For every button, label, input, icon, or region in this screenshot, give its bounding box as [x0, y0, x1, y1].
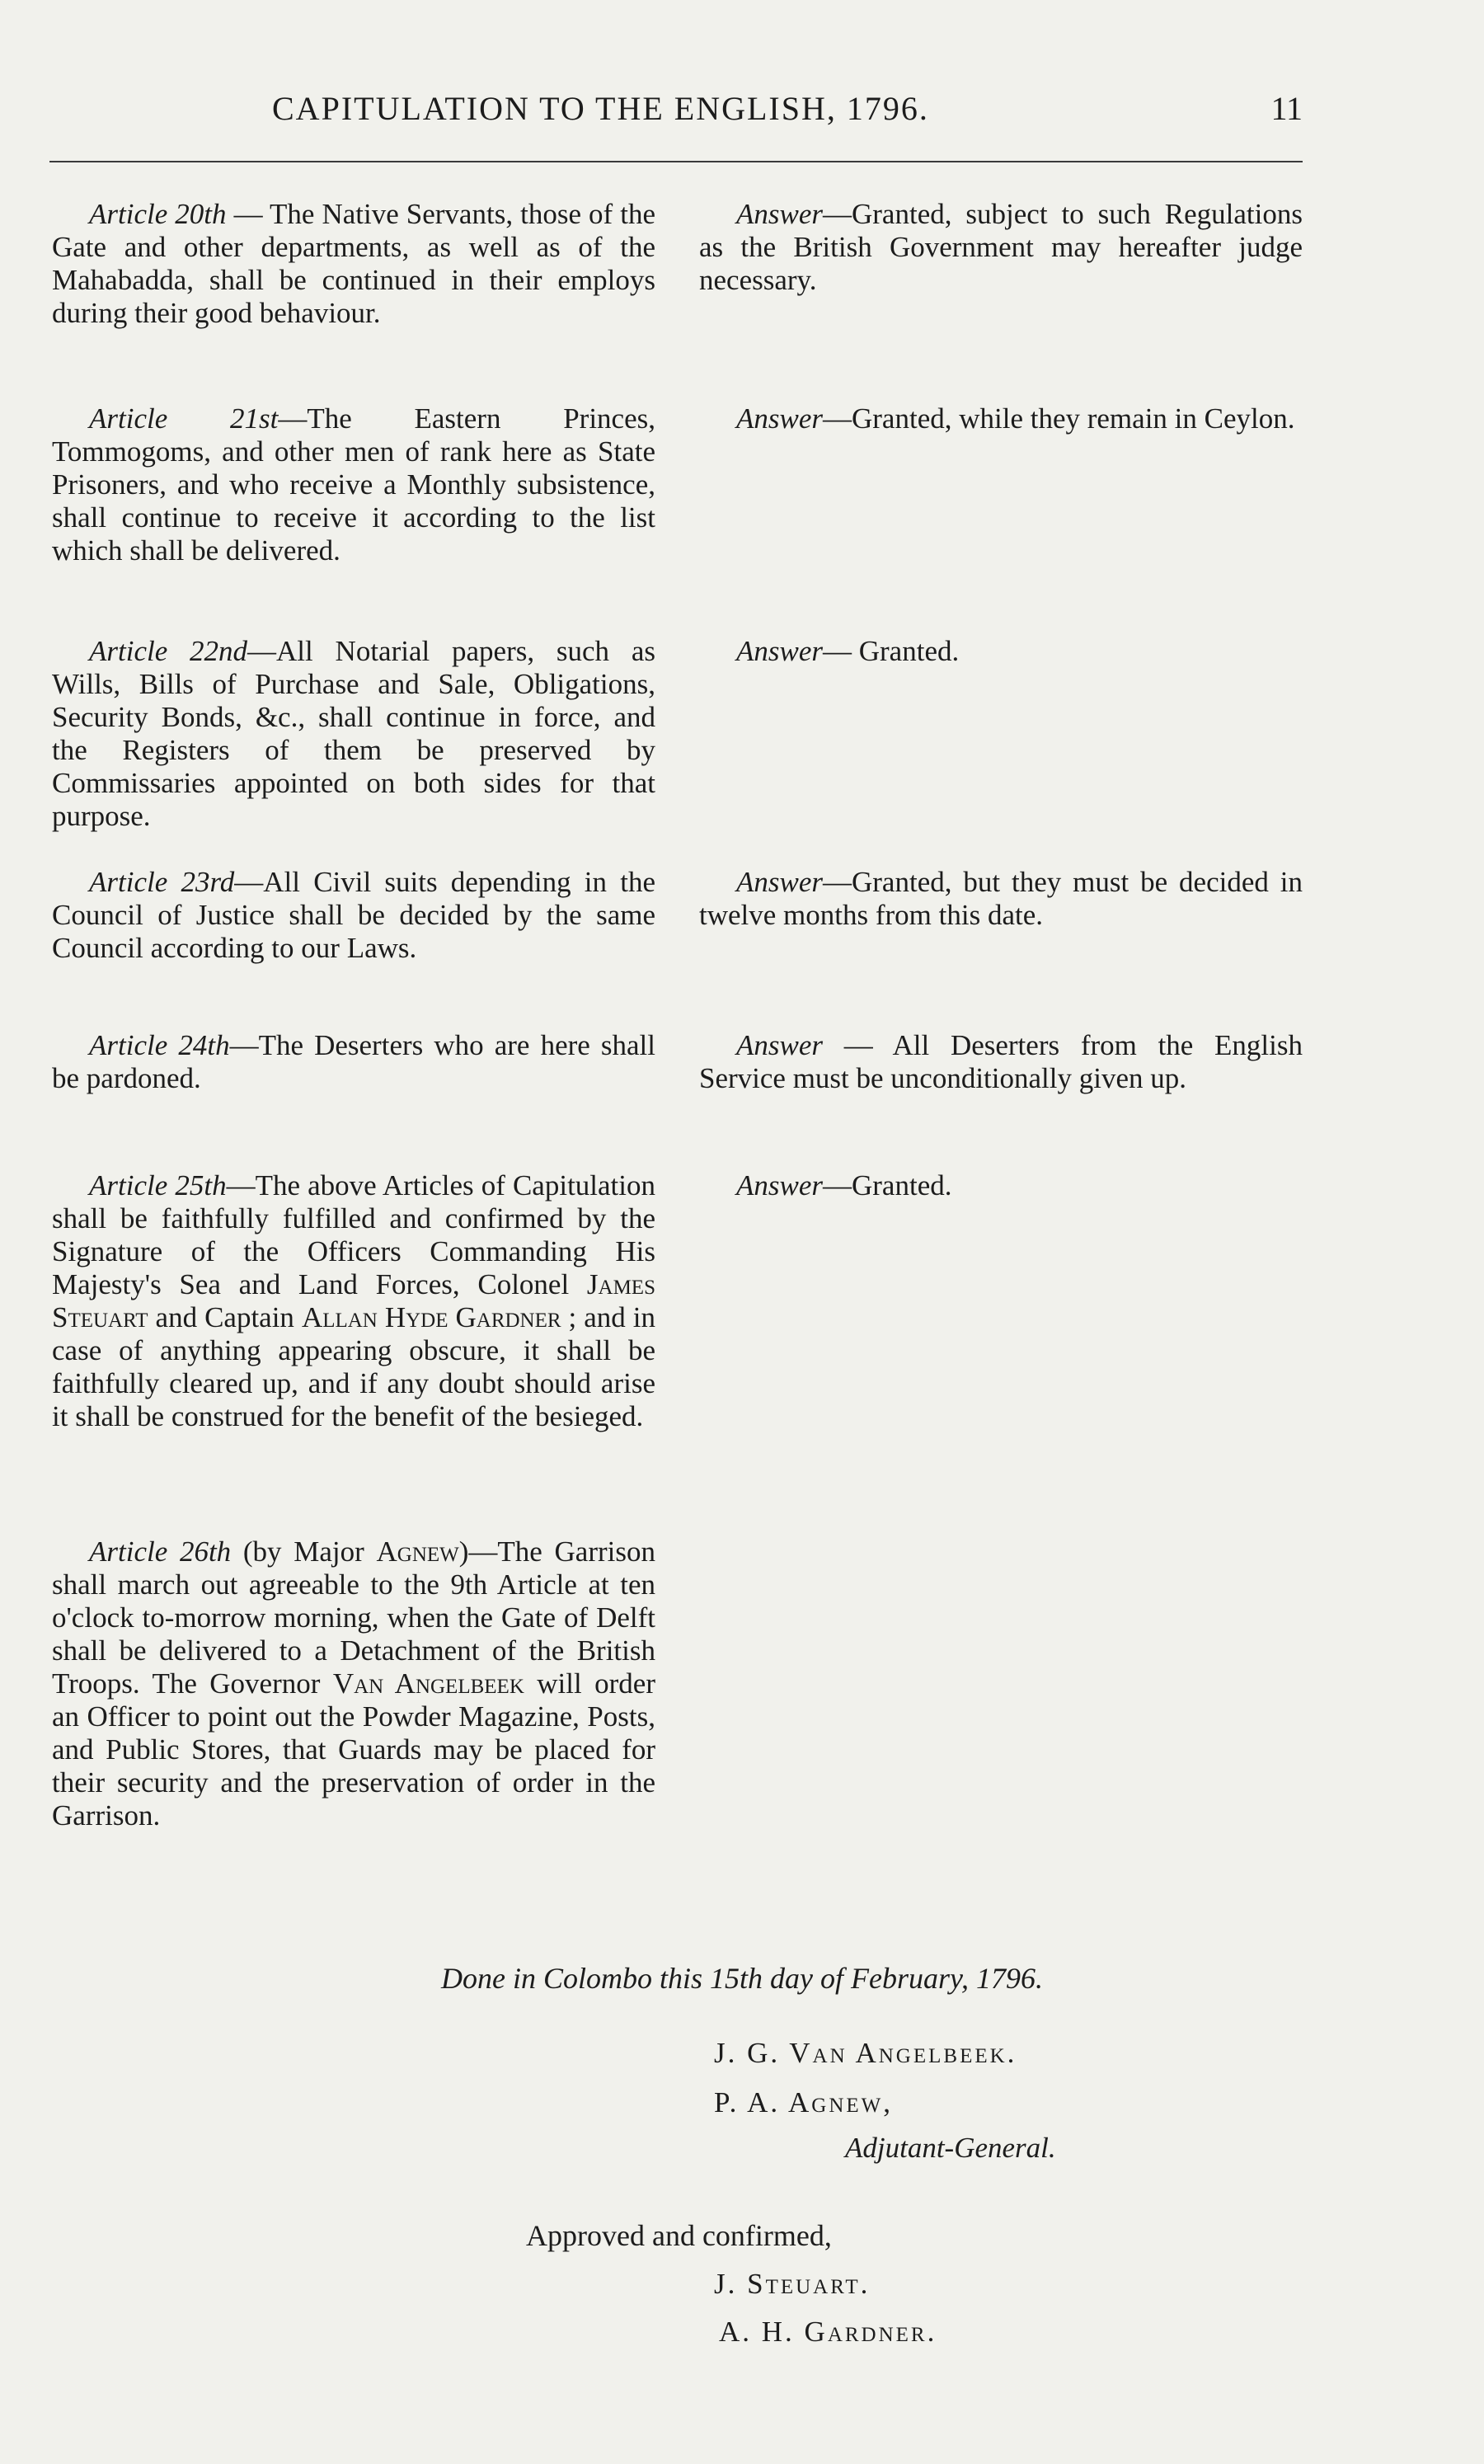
article-text: —All Notarial papers, such as Wills, Bills of Purchase and Sale, Obligations, Security Bonds, &c., shall continue in force, and the Registers of them be preserved by Commissaries appointed on both sides for that purpose. [52, 635, 655, 832]
article-text: will order an Officer to point out the Powder Magazine, Posts, and Public Stores, that Guards may be placed for their security and the preservation of order in the Garrison. [52, 1667, 655, 1832]
done-text: Done in Colombo this 15th day of February, 1796. [441, 1962, 1043, 1995]
answer-24 [699, 1029, 1303, 1095]
done-line [0, 1961, 1484, 1996]
article-label: Article 23rd [89, 866, 235, 898]
article-text: —The Eastern Princes, Tommogoms, and other men of rank here as State Prisoners, and who receive a Monthly subsistence, shall continue to receive it according to the list which shall be delivered. [52, 402, 655, 567]
article-21 [52, 402, 655, 567]
answer-23 [699, 866, 1303, 932]
article-text: and Captain [148, 1301, 302, 1333]
article-label: Article 20th [89, 198, 227, 230]
answer-text: —Granted. [823, 1169, 952, 1201]
article-label: Article 21st [89, 402, 279, 435]
running-title: CAPITULATION TO THE ENGLISH, 1796. [272, 90, 929, 127]
signatory-steuart: J. Steuart. [714, 2268, 871, 2300]
article-label: Article 25th [89, 1169, 227, 1201]
article-text: —All Civil suits depending in the Council of Justice shall be decided by the same Council according to our Laws. [52, 866, 655, 964]
article-text: ; and in case of anything appearing obscure, it shall be faithfully cleared up, and if any doubt should arise it shall be construed for the benefit of the besieged. [52, 1301, 656, 1432]
answer-text: —Granted, but they must be decided in twelve months from this date. [699, 866, 1303, 931]
header-rule [49, 161, 1303, 162]
article-label: Article 24th [89, 1029, 230, 1061]
answer-text: — All Deserters from the English Service must be unconditionally given up. [699, 1029, 1303, 1094]
running-header [49, 89, 1303, 139]
article-label: Article 26th [89, 1535, 232, 1568]
article-22 [52, 635, 655, 833]
article-text: )—The Garrison shall march out agreeable to the 9th Article at ten o'clock to-morrow morning, when the Gate of Delft shall be delivered to a Detachment of the British Troops. The Governor [52, 1535, 655, 1700]
article-24 [52, 1029, 655, 1095]
answer-text: — Granted. [823, 635, 960, 667]
person-name: Allan Hyde Gardner [301, 1301, 561, 1333]
article-text: —The Deserters who are here shall be pardoned. [52, 1029, 655, 1094]
answer-label: Answer [736, 1169, 823, 1201]
answer-text: —Granted, subject to such Regulations as the British Government may hereafter judge necessary. [699, 198, 1303, 296]
answer-21 [699, 402, 1303, 435]
person-name: Van Angelbeek [332, 1667, 524, 1700]
answer-label: Answer [736, 866, 823, 898]
article-text: —The above Articles of Capitulation shall be faithfully fulfilled and confirmed by the Signature of the Officers Commanding His Majesty's Sea and Land Forces, Colonel [52, 1169, 656, 1300]
signatory-agnew: P. A. Agnew, [714, 2086, 894, 2118]
person-name: Agnew [376, 1535, 459, 1568]
article-25 [52, 1169, 655, 1433]
answer-label: Answer [736, 198, 823, 230]
article-23 [52, 866, 655, 965]
signatory-gardner: A. H. Gardner. [719, 2316, 937, 2348]
answer-25 [699, 1169, 1303, 1202]
article-label: Article 22nd [89, 635, 248, 667]
answer-22 [699, 635, 1303, 668]
signatory-van-angelbeek: J. G. Van Angelbeek. [714, 2037, 1017, 2069]
person-name: James Steuart [52, 1268, 655, 1333]
approved-line: Approved and confirmed, [526, 2219, 832, 2252]
answer-text: —Granted, while they remain in Ceylon. [823, 402, 1295, 435]
answer-label: Answer [736, 635, 823, 667]
article-text: — The Native Servants, those of the Gate and other departments, as well as of the Mahabadda, shall be continued in their employs during their good behaviour. [52, 198, 655, 329]
answer-label: Answer [736, 402, 823, 435]
answer-20 [699, 198, 1303, 297]
page-number: 11 [1270, 90, 1303, 127]
article-20 [52, 198, 655, 330]
signatory-role: Adjutant-General. [845, 2132, 1056, 2164]
answer-label: Answer [736, 1029, 823, 1061]
article-text: (by Major [231, 1535, 377, 1568]
article-26 [52, 1535, 655, 1832]
